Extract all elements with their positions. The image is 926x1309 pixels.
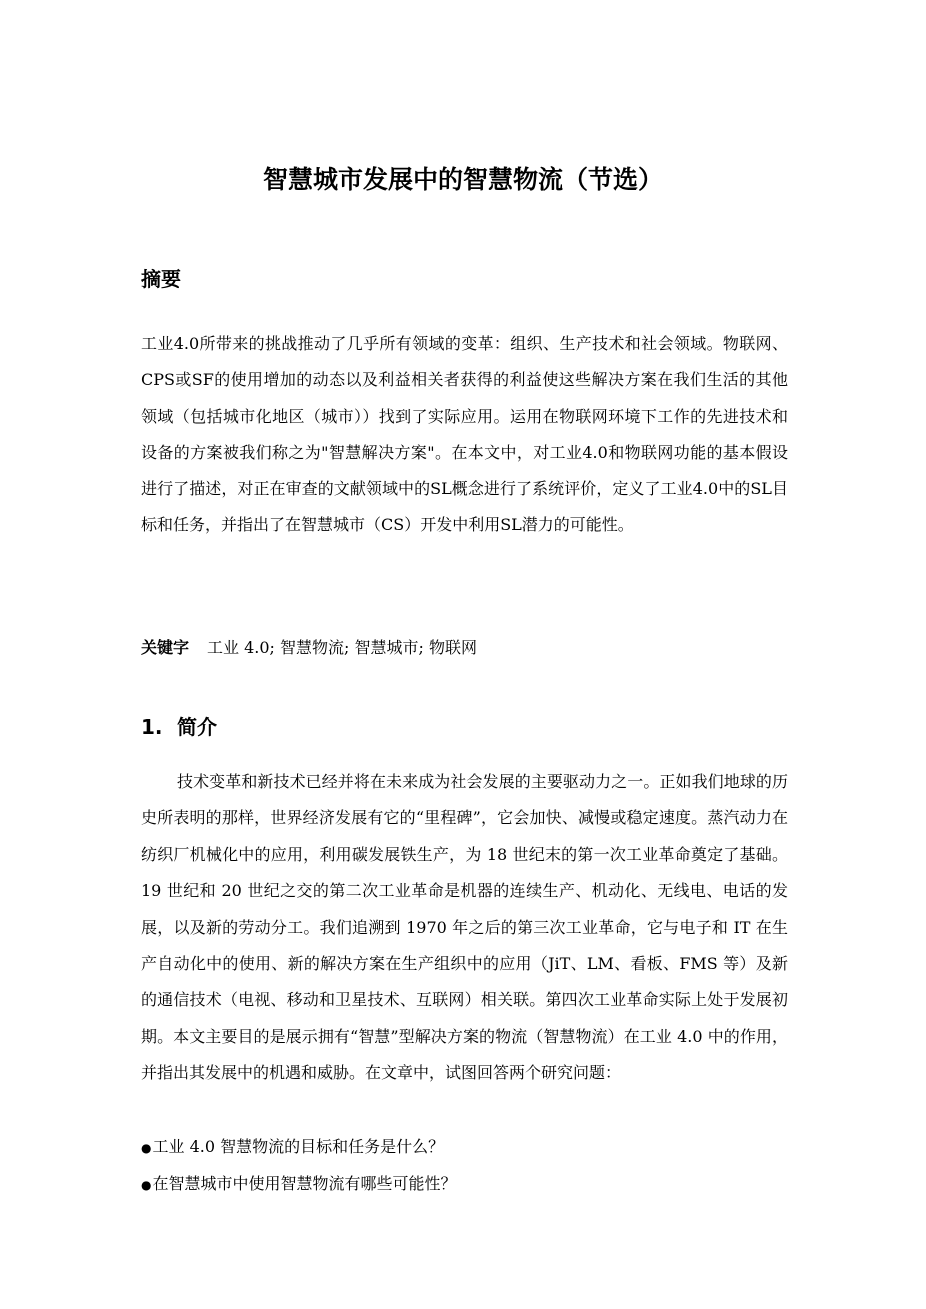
abstract-text: 工业4.0所带来的挑战推动了几乎所有领域的变革：组织、生产技术和社会领域。物联网、CPS或SF的使用增加的动态以及利益相关者获得的利益使这些解决方案在我们生活的其他领域（包括城市化地区（城市））找到了实际应用。运用在物联网环境下工作的先进技术和设备的方案被我们称之为"智慧解决方案"。在本文中，对工业4.0和物联网功能的基本假设进行了描述，对正在审查的文献领域中的SL概念进行了系统评价，定义了工业4.0中的SL目标和任务，并指出了在智慧城市（CS）开发中利用SL潜力的可能性。: [141, 334, 788, 535]
section-title: 简介: [177, 715, 217, 739]
introduction-paragraph: 技术变革和新技术已经并将在未来成为社会发展的主要驱动力之一。正如我们地球的历史所表明的那样，世界经济发展有它的“里程碑”，它会加快、减慢或稳定速度。蒸汽动力在纺织厂机械化中的应用，利用碳发展铁生产，为 18 世纪末的第一次工业革命奠定了基础。19 世纪和 20 世纪之交的第二次工业革命是机器的连续生产、机动化、无线电、电话的发展，以及新的劳动分工。我们追溯到 1970 年之后的第三次工业革命，它与电子和 IT 在生产自动化中的使用、新的解决方案在生产组织中的应用（JiT、LM、看板、FMS 等）及新的通信技术（电视、移动和卫星技术、互联网）相关联。第四次工业革命实际上处于发展初期。本文主要目的是展示拥有“智慧”型解决方案的物流（智慧物流）在工业 4.0 中的作用，并指出其发展中的机遇和威胁。在文章中，试图回答两个研究问题：: [141, 772, 788, 1083]
research-question: 在智慧城市中使用智慧物流有哪些可能性？: [152, 1174, 457, 1194]
section-heading-introduction: [141, 712, 217, 742]
bullet-icon: ●: [141, 1141, 152, 1155]
paper-title: 智慧城市发展中的智慧物流（节选）: [262, 165, 663, 194]
keywords-text: 工业 4.0; 智慧物流; 智慧城市; 物联网: [207, 638, 477, 657]
abstract-heading: 摘要: [141, 267, 181, 291]
bullet-icon: ●: [141, 1178, 152, 1193]
keywords-label: 关键字: [141, 638, 190, 657]
list-item: [141, 1166, 788, 1203]
research-question: 工业 4.0 智慧物流的目标和任务是什么？: [152, 1137, 445, 1156]
list-item: [141, 1129, 788, 1166]
research-questions-list: [141, 1129, 788, 1204]
keywords-line: [141, 634, 788, 662]
section-number: 1.: [141, 715, 163, 739]
